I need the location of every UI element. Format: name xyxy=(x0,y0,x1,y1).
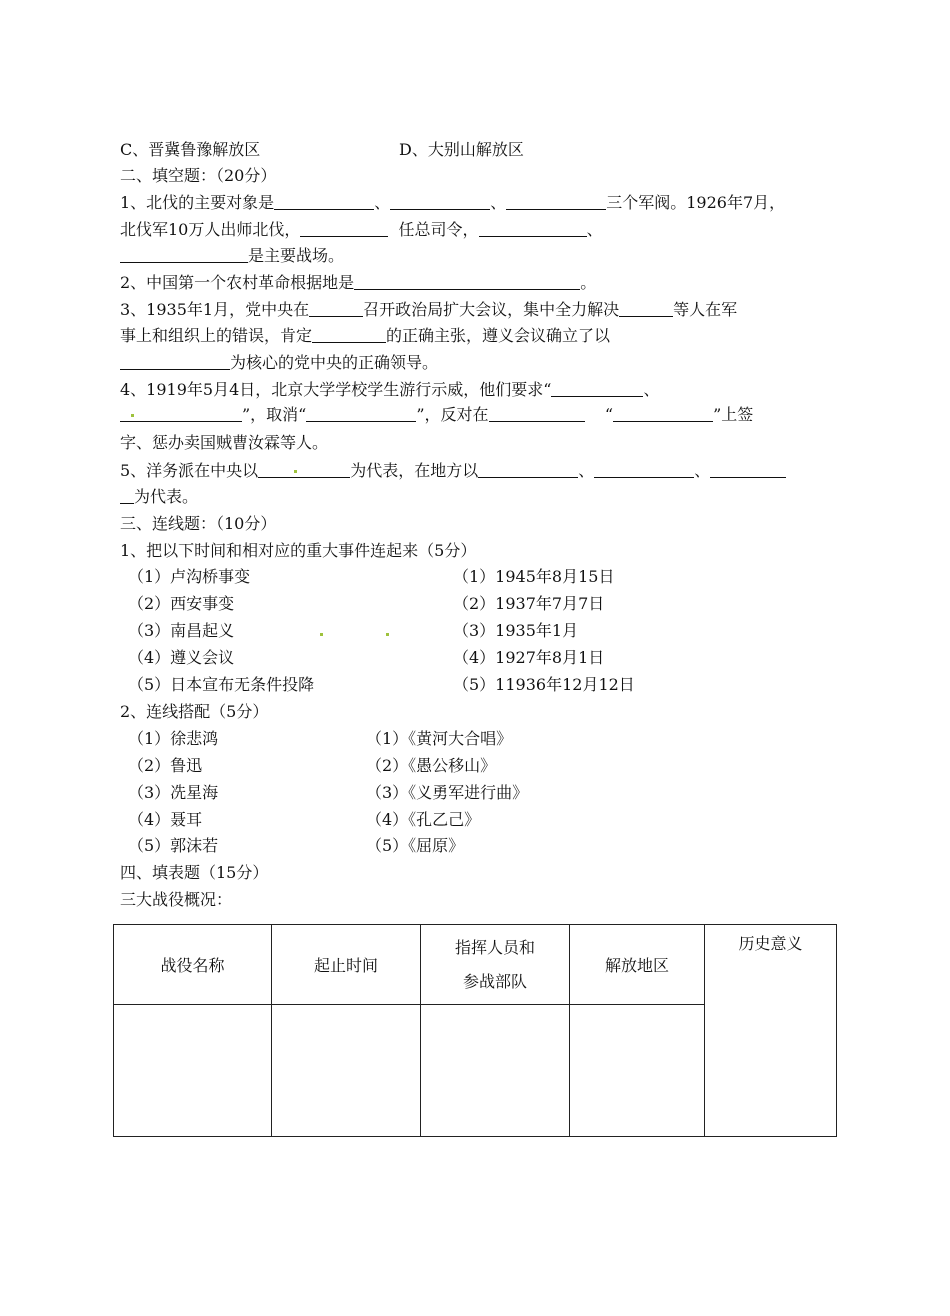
blank[interactable] xyxy=(613,405,713,422)
event-item: （3）南昌起义 xyxy=(128,621,235,640)
header-area: 解放地区 xyxy=(570,925,705,1005)
section2-title: 二、填空题：（20分） xyxy=(120,166,277,185)
date-item: （3）1935年1月 xyxy=(453,621,579,640)
speck-mark xyxy=(386,633,389,636)
speck-mark xyxy=(320,633,323,636)
blank[interactable] xyxy=(710,461,786,478)
cell-area[interactable] xyxy=(570,1005,705,1137)
section3-q2-title: 2、连线搭配（5分） xyxy=(120,702,269,721)
q5-line2: 为代表。 xyxy=(120,487,198,507)
speck-mark xyxy=(131,414,134,417)
q3-line1: 3、1935年1月，党中央在 召开政治局扩大会议，集中全力解决 等人在军 xyxy=(120,300,738,319)
blank[interactable] xyxy=(478,461,578,478)
cell-commanders[interactable] xyxy=(421,1005,570,1137)
blank[interactable] xyxy=(551,380,643,397)
q1-line1: 1、北伐的主要对象是 、 、 三个军阀。1926年7月， xyxy=(120,193,786,212)
q2: 2、中国第一个农村革命根据地是 。 xyxy=(120,273,597,292)
event-item: （2）西安事变 xyxy=(128,594,235,613)
blank[interactable] xyxy=(120,353,230,370)
blank[interactable] xyxy=(120,487,134,504)
date-item: （5）11936年12月12日 xyxy=(453,675,635,694)
blank[interactable] xyxy=(312,326,386,343)
date-item: （4）1927年8月1日 xyxy=(453,648,605,667)
work-item: （4）《孔乙己》 xyxy=(366,810,481,829)
q3-line3: 为核心的党中央的正确领导。 xyxy=(120,353,438,373)
choice-d: D、大别山解放区 xyxy=(399,140,524,159)
work-item: （1）《黄河大合唱》 xyxy=(366,729,513,748)
work-item: （3）《义勇军进行曲》 xyxy=(366,783,529,802)
cell-battle-name[interactable] xyxy=(114,1005,272,1137)
blank[interactable] xyxy=(489,405,585,422)
q1-line2: 北伐军10万人出师北伐， 任总司令， 、 xyxy=(120,220,603,239)
section3-q1-title: 1、把以下时间和相对应的重大事件连起来（5分） xyxy=(120,541,477,560)
blank[interactable] xyxy=(619,300,673,317)
event-item: （5）日本宣布无条件投降 xyxy=(128,675,315,694)
event-item: （4）遵义会议 xyxy=(128,648,235,667)
section3-title: 三、连线题：（10分） xyxy=(120,514,277,533)
person-item: （3）冼星海 xyxy=(128,783,219,802)
blank[interactable] xyxy=(300,220,388,237)
blank[interactable] xyxy=(479,220,587,237)
q3-line2: 事上和组织上的错误，肯定 的正确主张，遵义会议确立了以 xyxy=(120,326,611,345)
blank[interactable] xyxy=(354,273,580,290)
q1-line3: 是主要战场。 xyxy=(120,246,344,266)
header-commanders: 指挥人员和 参战部队 xyxy=(421,925,570,1005)
section4-title: 四、填表题（15分） xyxy=(120,863,269,882)
choice-c: C、晋冀鲁豫解放区 xyxy=(120,140,261,159)
blank[interactable] xyxy=(258,461,350,478)
q4-line2: ”，取消“ ”，反对在 “ ”上签 xyxy=(120,405,753,425)
q5-line1: 5、洋务派在中央以 为代表，在地方以 、 、 xyxy=(120,461,786,481)
blank[interactable] xyxy=(594,461,694,478)
work-item: （2）《愚公移山》 xyxy=(366,756,497,775)
section4-subtitle: 三大战役概况： xyxy=(120,890,233,909)
blank[interactable] xyxy=(306,405,416,422)
battle-table xyxy=(113,924,837,1137)
blank[interactable] xyxy=(506,193,606,210)
person-item: （2）鲁迅 xyxy=(128,756,203,775)
person-item: （1）徐悲鸿 xyxy=(128,729,219,748)
person-item: （5）郭沫若 xyxy=(128,836,219,855)
header-meaning: 历史意义 xyxy=(705,925,837,1137)
q4-line1: 4、1919年5月4日，北京大学学校学生游行示威，他们要求“ 、 xyxy=(120,380,660,399)
work-item: （5）《屈原》 xyxy=(366,836,465,855)
blank[interactable] xyxy=(120,246,248,263)
cell-time[interactable] xyxy=(272,1005,421,1137)
person-item: （4）聂耳 xyxy=(128,810,203,829)
header-time: 起止时间 xyxy=(272,925,421,1005)
event-item: （1）卢沟桥事变 xyxy=(128,567,251,586)
header-battle-name: 战役名称 xyxy=(114,925,272,1005)
blank[interactable] xyxy=(309,300,363,317)
q4-line3: 字、惩办卖国贼曹汝霖等人。 xyxy=(120,433,329,452)
date-item: （2）1937年7月7日 xyxy=(453,594,605,613)
blank[interactable] xyxy=(120,405,242,422)
date-item: （1）1945年8月15日 xyxy=(453,567,615,586)
blank[interactable] xyxy=(274,193,374,210)
blank[interactable] xyxy=(390,193,490,210)
speck-mark xyxy=(294,470,297,473)
